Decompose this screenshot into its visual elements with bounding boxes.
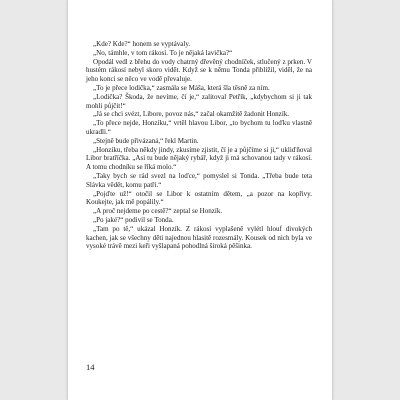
paragraph: „Po jaké?“ podivil se Tonda. [93,215,174,224]
paragraph: „Kde? Kde?“ honem se vyptávaly. [93,40,191,48]
page-number: 14 [86,362,95,372]
book-page [68,0,332,400]
paragraph: „No, támhle, v tom rákosí. To je nějaká lavička?“ [93,48,233,57]
paragraph: „Pojďte už!“ otočil se Libor k ostatním dětem, „a pozor na kopřivy. Koukejte, jak mě popálily.“ [86,189,312,207]
paragraph: „Lodička? Škoda, že nevíme, čí je,“ zalitoval Petřík, „kdybychom si ji tak mohli půjčit!“ [86,92,312,110]
page-text [86,40,312,251]
paragraph: Opodál vedl z břehu do vody chatrný dřevěný chodníček, stlučený z prken. V hustém rákosí nebyl skoro vidět. Když se k němu Tonda přiblížil, viděl, že na jeho konci se něco ve vodě převaluje. [86,57,312,84]
paragraph: „Taky bych se rád svezl na loďce,“ pomyslel si Tonda. „Třeba bude teta Slávka vědět, komu patří.“ [86,171,312,189]
paragraph: „A proč nejdeme po cestě?“ zeptal se Honzík. [93,207,223,216]
paragraph: „To přece nejde, Honzíku,“ vrtěl hlavou Libor, „to bychom tu loďku vlastně ukradli.“ [86,119,312,136]
paragraph: „Tam po tě,“ ukázal Honzík. Z rákosí vyplašeně vylétl hlouf divokých kachen, jak se všechny děti najednou hlasitě rozesmály. Kousek od nich byla ve vysoké trávě mezi keři vyšlapaná pohodlná široká pěšinka. [86,224,312,251]
paragraph: „Já se chci svézt, Libore, povoz nás,“ začal okamžitě žadonit Honzík. [93,110,290,119]
paragraph: „Honzíku, třeba někdy jindy, zkusíme zjistit, čí je a půjčíme si ji,“ ukliďňoval Libor bratříčka. „Asi tu bude nějaký rybář, když ji má schovanou tady v rákosí. A tomu chodníku se říká molo.“ [86,145,312,172]
paragraph: „Stejně bude přivázaná,“ řekl Martin. [93,136,199,145]
paragraph: „To je přece lodička,“ zasmála se Máša, která šla těsně za ním. [93,83,270,92]
